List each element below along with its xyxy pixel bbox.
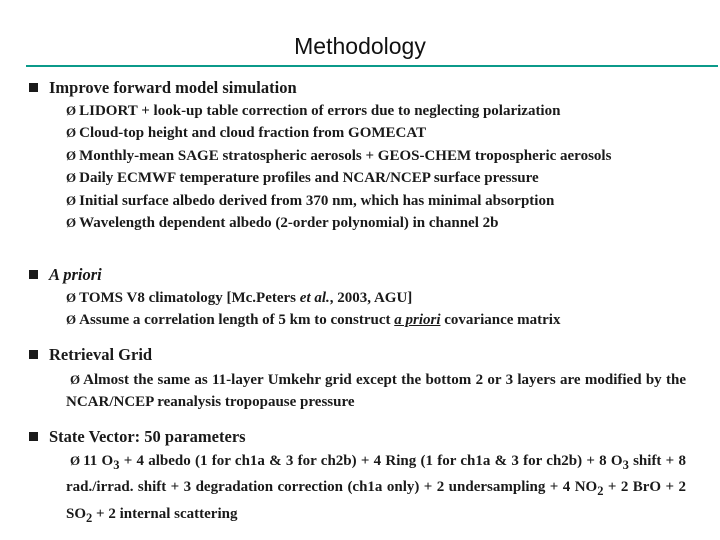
list-item-text: LIDORT + look-up table correction of errors due to neglecting polarization — [79, 103, 561, 119]
list-item-text: Initial surface albedo derived from 370 nm, which has minimal absorption — [79, 192, 555, 209]
slide-title: Methodology — [294, 33, 426, 59]
list-item-text: Wavelength dependent albedo (2-order polynomial) in channel 2b — [79, 215, 499, 232]
list-item-text: Monthly-mean SAGE stratospheric aerosols + GEOS-CHEM tropospheric aerosols — [79, 147, 612, 164]
title-underline — [26, 65, 718, 67]
section-heading-text: Improve forward model simulation — [49, 78, 297, 97]
forward-model-list — [66, 100, 686, 234]
arrow-bullet-icon: Ø — [66, 103, 77, 118]
arrow-bullet-icon: Ø — [66, 312, 77, 328]
section-heading-forward-model — [29, 77, 689, 99]
list-item-text: Daily ECMWF temperature profiles and NCAR/NCEP surface pressure — [79, 170, 539, 187]
arrow-bullet-icon: Ø — [70, 372, 81, 387]
list-item-text: Cloud-top height and cloud fraction from GOMECAT — [79, 125, 427, 142]
section-heading-text: State Vector: 50 parameters — [49, 427, 246, 446]
arrow-bullet-icon: Ø — [66, 125, 77, 141]
square-bullet-icon — [29, 350, 38, 359]
arrow-bullet-icon: Ø — [66, 215, 77, 231]
list-item: Ø 11 $O_3 + 4$ albedo (1 for ch1a & 3 for ch2b) + 4 Ring (1 for ch1a & 3 for ch2b) + 8 $O_3$ shift + 8 rad./irrad. shift + 3 degradation correction (ch1a only) + 2 undersampling + 4 $NO_2 + 2$ BrO + 2 $SO_2 + 2$ internal scattering — [66, 450, 686, 529]
list-item — [66, 212, 686, 234]
arrow-bullet-icon: Ø — [66, 290, 77, 305]
list-item: Ø Assume a correlation length of 5 km to construct a priori covariance matrix — [66, 309, 686, 331]
arrow-bullet-icon: Ø — [66, 170, 77, 186]
list-item — [66, 190, 686, 212]
arrow-bullet-icon: Ø — [66, 192, 77, 208]
list-item — [66, 100, 686, 122]
state-vector-list — [66, 450, 686, 529]
square-bullet-icon — [29, 83, 38, 92]
square-bullet-icon — [29, 432, 38, 441]
section-heading-state-vector — [29, 426, 689, 448]
arrow-bullet-icon: Ø — [70, 453, 81, 468]
section-heading-retrieval-grid — [29, 344, 689, 366]
square-bullet-icon — [29, 270, 38, 279]
arrow-bullet-icon: Ø — [66, 147, 77, 163]
section-heading-a-priori — [29, 264, 689, 286]
list-item — [48, 145, 686, 167]
list-item — [66, 369, 686, 414]
section-heading-text: Retrieval Grid — [49, 345, 153, 364]
section-heading-text: A priori — [49, 265, 102, 284]
list-item-text: Almost the same as 11-layer Umkehr grid except the bottom 2 or 3 layers are modified by the NCAR/NCEP reanalysis tropopause pressure — [66, 372, 686, 411]
list-item — [66, 122, 686, 144]
retrieval-grid-list — [66, 369, 686, 414]
list-item — [66, 167, 686, 189]
a-priori-list — [66, 287, 686, 332]
list-item: Ø TOMS V8 climatology [Mc.Peters et al., 2003, AGU] — [66, 287, 686, 309]
